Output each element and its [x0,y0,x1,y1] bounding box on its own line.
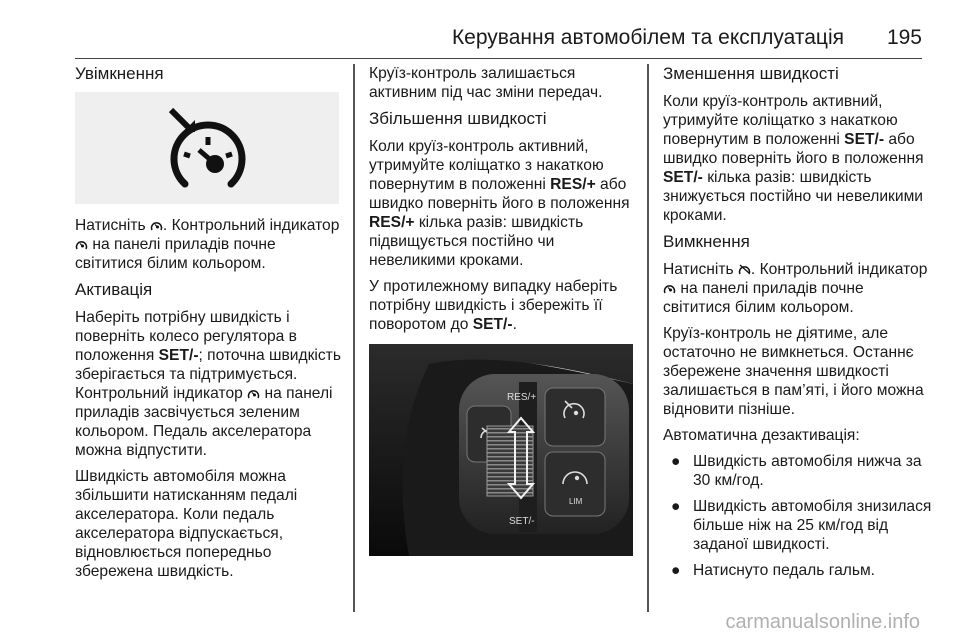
bullet-icon: ● [671,453,681,470]
text: . Контрольний індикатор [162,217,340,234]
list-item [663,561,933,580]
key-label: SET/- [472,316,513,333]
paragraph-on [75,216,343,273]
paragraph-decrease [663,92,933,225]
page-header [75,18,922,59]
bullet-icon: ● [671,498,681,515]
text: або швидко поверніть його в положення [663,131,924,167]
list-item [663,497,933,554]
cruise-on-button [545,388,605,446]
cruise-control-large-icon [147,98,267,198]
text: на панелі приладів почне світитися білим кольором. [663,280,864,316]
column-divider [647,64,649,612]
list-item-text: Швидкість автомобіля нижча за 30 км/год. [693,453,922,489]
watermark: carmanualsonline.info [725,611,920,633]
key-label: SET/- [158,347,199,364]
text: кілька разів: швидкість знижується постійно чи невеликими кроками. [663,169,924,224]
page-number: 195 [886,26,922,49]
text: кілька разів: швидкість підвищується постійно чи невеликими кроками. [369,214,584,269]
cruise-control-off-icon [738,264,751,275]
steering-wheel-photo [369,344,633,556]
column-right [663,64,933,587]
key-label: SET/- [844,131,885,148]
page-header-title: Керування автомобілем та експлуатація [451,26,844,49]
cruise-control-icon [75,239,88,250]
text: ; поточна швидкість зберігається та підтримується. Контрольний індикатор [75,347,341,402]
text: Натисніть [75,217,150,234]
text: Коли круїз-контроль активний, утримуйте коліщатко з накаткою повернутим в положенні [663,93,898,148]
list-item [663,452,933,490]
cruise-control-icon [247,388,260,399]
text: Натисніть [663,261,738,278]
text: або швидко поверніть його в положення [369,176,630,212]
column-left [75,64,343,588]
text: на панелі приладів засвічується зеленим кольором. Педаль акселератора можна відпустити. [75,385,333,459]
paragraph-increase-pedal: Швидкість автомобіля можна збільшити натисканням педалі акселератора. Коли педаль акселератора відпускається, відновлюється попередньо збережена швидкість. [75,468,298,580]
key-label: SET/- [663,169,703,186]
text: У протилежному випадку наберіть потрібну швидкість і збережіть її поворотом до [369,278,618,333]
text: Наберіть потрібну швидкість і поверніть колесо регулятора в положення [75,309,297,364]
bullet-icon: ● [671,562,681,579]
paragraph-auto-deactivation: Автоматична дезактивація: [663,427,860,444]
paragraph-alternative [369,277,637,334]
text: . [512,316,517,333]
lim-label: LIM [569,497,583,506]
column-middle [369,64,637,556]
text: Коли круїз-контроль активний, утримуйте коліщатко з накаткою повернутим в положенні [369,138,604,193]
speed-limiter-button [545,452,605,516]
key-label: RES/+ [550,176,596,193]
heading-on: Увімкнення [75,64,164,83]
res-label: RES/+ [507,392,537,403]
heading-increase: Збільшення швидкості [369,109,547,128]
set-label: SET/- [509,516,535,527]
paragraph-increase [369,137,637,270]
heading-activation: Активація [75,280,153,299]
steering-wheel-controls-illustration [369,344,633,556]
heading-off: Вимкнення [663,232,750,251]
list-item-text: Натиснуто педаль гальм. [693,562,876,579]
cruise-control-illustration [75,92,339,204]
paragraph-activation [75,308,343,460]
cruise-control-icon [663,283,676,294]
paragraph-off [663,260,933,317]
cruise-control-icon [150,220,163,231]
paragraph-remain-active: Круїз-контроль залишається активним під час зміни передач. [369,65,603,101]
heading-decrease: Зменшення швидкості [663,64,839,83]
list-item-text: Швидкість автомобіля знизилася більше ніж на 25 км/год від заданої швидкості. [693,498,932,553]
paragraph-not-off: Круїз-контроль не діятиме, але остаточно не вимкнеться. Останнє збережене значення швидкості залишається в пам’яті, і його можна відновити пізніше. [663,325,924,418]
key-label: RES/+ [369,214,415,231]
text: . Контрольний індикатор [750,261,928,278]
column-divider [353,64,355,612]
text: на панелі приладів почне світитися білим кольором. [75,236,276,272]
